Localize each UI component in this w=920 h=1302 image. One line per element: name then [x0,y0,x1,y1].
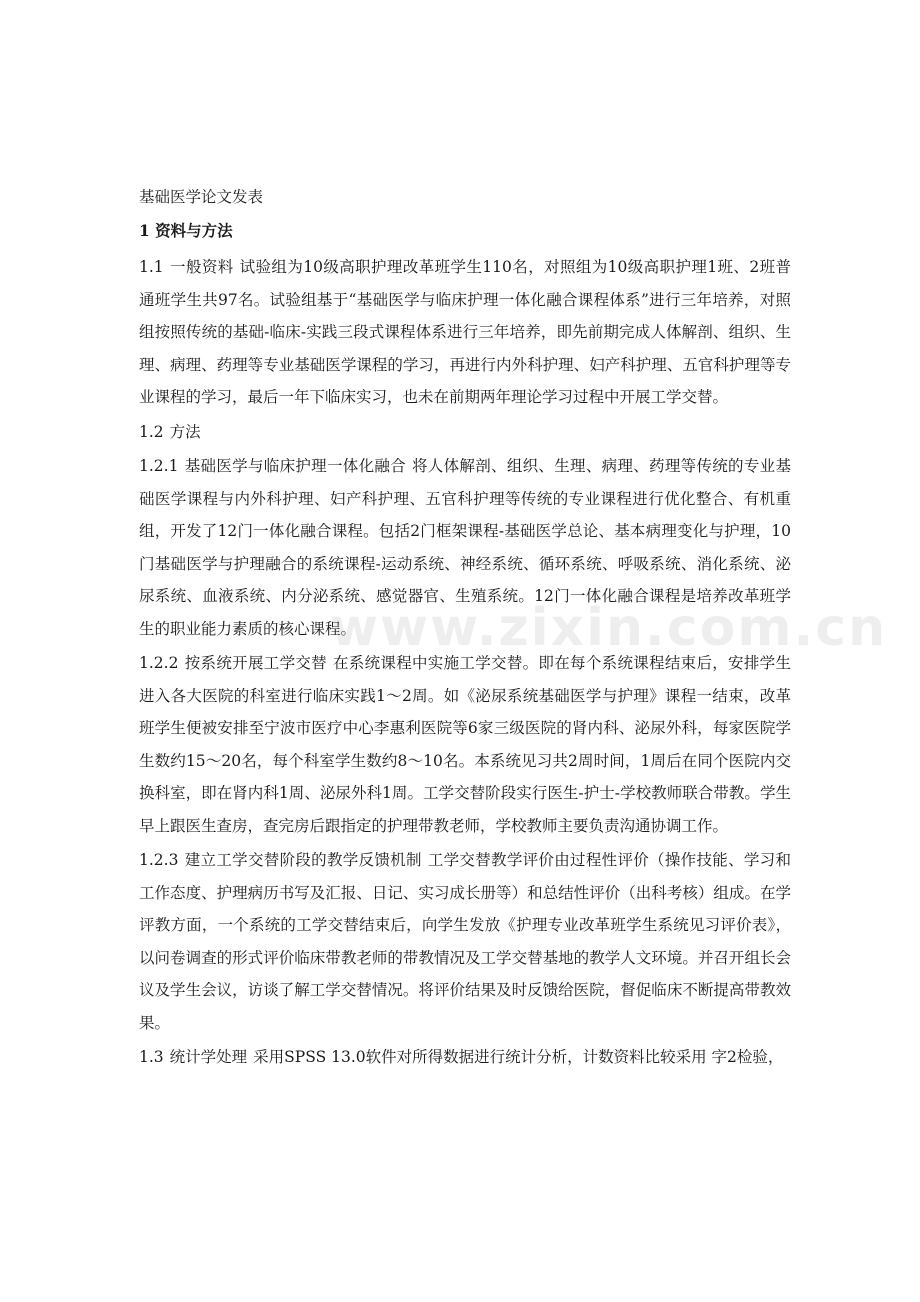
paragraph-1-2-2 [139,647,791,842]
paragraph-text: 在系统课程中实施工学交替。即在每个系统课程结束后，安排学生进入各大医院的科室进行临床实践1～2周。如《泌尿系统基础医学与护理》课程一结束，改革班学生便被安排至宁波市医疗中心李惠利医院等6家三级医院的肾内科、泌尿外科，每家医院学生数约15～20名，每个科室学生数约8～10名。本系统见习共2周时间，1周后在同个医院内交换科室，即在肾内科1周、泌尿外科1周。工学交替阶段实行医生-护士-学校教师联合带教。学生早上跟医生查房，查完房后跟指定的护理带教老师，学校教师主要负责沟通协调工作。 [139,654,791,835]
paragraph-1-1 [139,251,791,414]
section-heading: 1 资料与方法 [139,221,233,240]
paragraph-text: 将人体解剖、组织、生理、病理、药理等传统的专业基础医学课程与内外科护理、妇产科护理、五官科护理等传统的专业课程进行优化整合、有机重组，开发了12门一体化融合课程。包括2门框架课程-基础医学总论、基本病理变化与护理，10门基础医学与护理融合的系统课程-运动系统、神经系统、循环系统、呼吸系统、消化系统、泌尿系统、血液系统、内分泌系统、感觉器官、生殖系统。12门一体化融合课程是培养改革班学生的职业能力素质的核心课程。 [139,457,791,638]
paragraph-label: 按系统开展工学交替 [184,654,327,672]
paragraph-number: 1.2.1 [139,457,179,475]
paragraph-label: 基础医学与临床护理一体化融合 [184,457,406,475]
paragraph-label: 一般资料 [169,258,234,276]
paragraph-text: 采用SPSS 13.0软件对所得数据进行统计分析，计数资料比较采用 字2检验， [253,1048,784,1066]
paragraph-1-3 [139,1041,791,1074]
paragraph-text: 试验组为10级高职护理改革班学生110名，对照组为10级高职护理1班、2班普通班学生共97名。试验组基于“基础医学与临床护理一体化融合课程体系”进行三年培养，对照组按照传统的基础-临床-实践三段式课程体系进行三年培养，即先前期完成人体解剖、组织、生理、病理、药理等专业基础医学课程的学习，再进行内外科护理、妇产科护理、五官科护理等专业课程的学习，最后一年下临床实习，也未在前期两年理论学习过程中开展工学交替。 [139,258,791,406]
paragraph-number: 1.2 [139,422,164,441]
paragraph-number: 1.3 [139,1048,164,1066]
paragraph-label: 方法 [169,422,201,441]
document-page [139,183,791,1076]
watermark: www.zixin.com.cn [330,598,888,658]
paragraph-label: 统计学处理 [169,1048,248,1066]
paragraph-number: 1.1 [139,258,164,276]
paragraph-number: 1.2.3 [139,851,179,869]
paragraph-text: 工学交替教学评价由过程性评价（操作技能、学习和工作态度、护理病历书写及汇报、日记、实习成长册等）和总结性评价（出科考核）组成。在学评教方面，一个系统的工学交替结束后，向学生发放《护理专业改革班学生系统见习评价表》，以问卷调查的形式评价临床带教老师的带教情况及工学交替基地的教学人文环境。并召开组长会议及学生会议，访谈了解工学交替情况。将评价结果及时反馈给医院，督促临床不断提高带教效果。 [139,851,791,1032]
document-title: 基础医学论文发表 [139,188,264,206]
paragraph-1-2-1 [139,450,791,645]
paragraph-number: 1.2.2 [139,654,179,672]
paragraph-1-2-3 [139,844,791,1039]
paragraph-1-2 [139,416,791,449]
paragraph-label: 建立工学交替阶段的教学反馈机制 [184,851,422,869]
